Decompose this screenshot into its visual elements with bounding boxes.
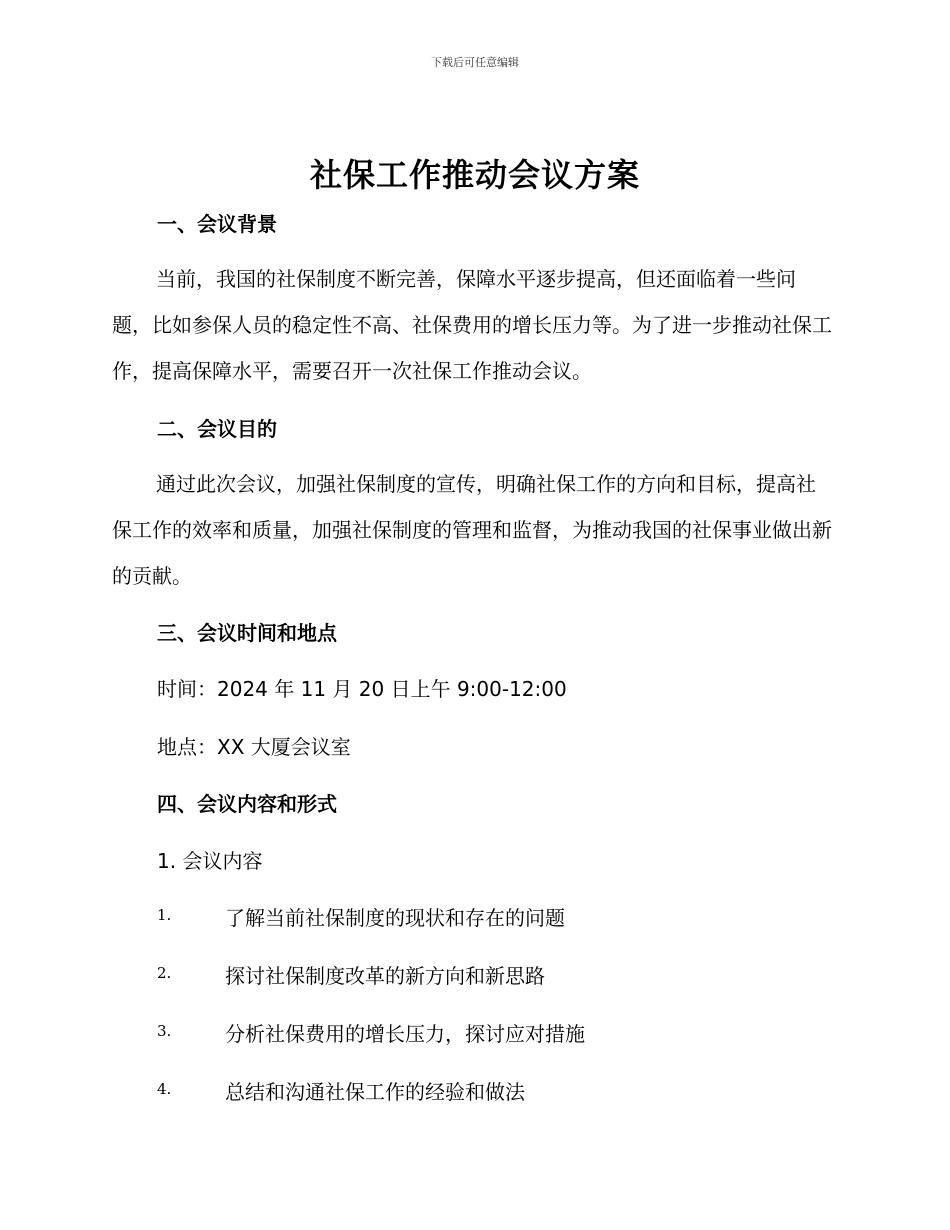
section-heading-time-place: 三、会议时间和地点 <box>157 621 337 645</box>
paragraph-purpose: 通过此次会议，加强社保制度的宣传，明确社保工作的方向和目标，提高社保工作的效率和质量，加强社保制度的管理和监督，为推动我国的社保事业做出新的贡献。 <box>112 472 832 588</box>
section-heading-purpose: 二、会议目的 <box>157 417 277 441</box>
list-item-text: 总结和沟通社保工作的经验和做法 <box>225 1080 525 1104</box>
meeting-place: 地点：XX 大厦会议室 <box>157 735 351 759</box>
header-note: 下载后可任意编辑 <box>431 56 519 69</box>
list-item-number: 1. <box>157 906 172 924</box>
section-heading-content-form: 四、会议内容和形式 <box>157 792 337 816</box>
list-item-number: 4. <box>157 1080 172 1098</box>
list-item <box>157 1018 837 1048</box>
list-item <box>157 960 837 990</box>
list-item-number: 2. <box>157 964 172 982</box>
list-item-text: 探讨社保制度改革的新方向和新思路 <box>225 964 545 988</box>
meeting-time: 时间：2024 年 11 月 20 日上午 9:00-12:00 <box>157 677 567 701</box>
document-title: 社保工作推动会议方案 <box>309 156 640 194</box>
subheading-meeting-content: 1. 会议内容 <box>157 849 263 873</box>
list-item <box>157 1076 837 1106</box>
section-heading-background: 一、会议背景 <box>157 212 277 236</box>
paragraph-background: 当前，我国的社保制度不断完善，保障水平逐步提高，但还面临着一些问题，比如参保人员的稳定性不高、社保费用的增长压力等。为了进一步推动社保工作，提高保障水平，需要召开一次社保工作推动会议。 <box>112 267 832 383</box>
list-item-number: 3. <box>157 1022 172 1040</box>
list-item-text: 分析社保费用的增长压力，探讨应对措施 <box>225 1022 585 1046</box>
list-item-text: 了解当前社保制度的现状和存在的问题 <box>225 906 565 930</box>
list-item <box>157 902 837 932</box>
